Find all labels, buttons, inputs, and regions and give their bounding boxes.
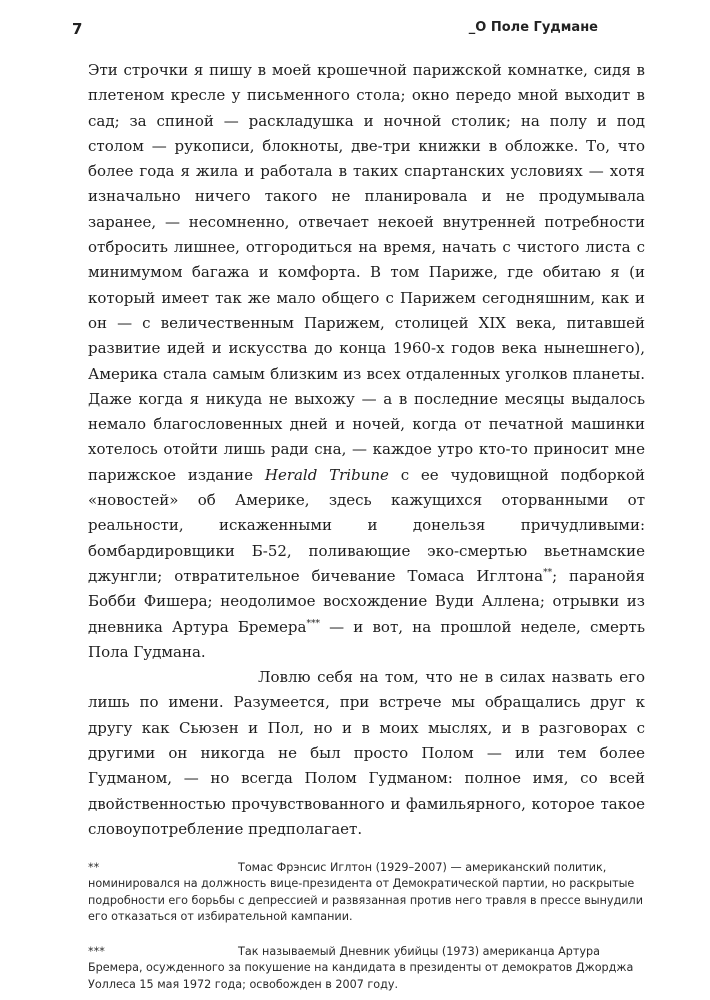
- paragraph-1: [88, 58, 645, 665]
- footnote-eagleton: [88, 860, 645, 926]
- page-number: 7: [72, 20, 83, 38]
- footnote-text: Томас Фрэнсис Иглтон (1929–2007) — американский политик, номинировался на должность вице-президента от Демократической партии, но раскрытые подробности его борьбы с депрессией и развязанная против него травля в прессе вынудили его отказаться от избирательной кампании.: [88, 861, 643, 924]
- footnote-mark: ***: [88, 945, 105, 958]
- paragraph-2: Ловлю себя на том, что не в силах назвать его лишь по имени. Разумеется, при встрече мы обращались друг к другу как Сьюзен и Пол, но и в моих мыслях, и в разговорах с другими он никогда не был просто Полом — или тем более Гудманом, — но всегда Полом Гудманом: полное имя, со всей двойственностью прочувствованного и фамильярного, которое такое словоупотребление предполагает.: [88, 668, 645, 838]
- paragraph-1-part-c: ; паранойя Бобби Фишера; неодолимое восхождение Вуди Аллена; отрывки из дневника Артура Бремера: [88, 566, 645, 636]
- newspaper-title: Herald Tribune: [264, 465, 389, 484]
- paragraph-1-part-d: — и вот, на прошлой неделе, смерть Пола Гудмана.: [88, 617, 645, 661]
- main-text: [88, 58, 645, 842]
- footnote-mark: **: [88, 861, 100, 874]
- paragraph-1-part-b: с ее чудовищной подборкой «новостей» об Америке, здесь кажущихся оторванными от реальности, искаженными и донельзя причудливыми: бомбардировщики Б-52, поливающие эко-смертью вьетнамские джунгли; отвратительное бичевание Томаса Иглтона: [88, 465, 646, 585]
- running-title: _О Поле Гудмане: [468, 20, 598, 35]
- footnote-bremer: [88, 944, 645, 993]
- footnote-ref-eagleton[interactable]: **: [543, 567, 553, 578]
- footnote-text: Так называемый Дневник убийцы (1973) американца Артура Бремера, осужденного за покушение на кандидата в президенты от демократов Джорджа Уоллеса 15 мая 1972 года; освобожден в 2007 году.: [88, 945, 634, 991]
- footnote-ref-bremer[interactable]: ***: [306, 618, 320, 629]
- paragraph-1-part-a: Эти строчки я пишу в моей крошечной парижской комнатке, сидя в плетеном кресле у письменного стола; окно передо мной выходит в сад; за спиной — раскладушка и ночной столик; на полу и под столом — рукописи, блокноты, две-три книжки в обложке. То, что более года я жила и работала в таких спартанских условиях — хотя изначально ничего такого не планировала и не продумывала заранее, — несомненно, отвечает некоей внутренней потребности отбросить лишнее, отгородиться на время, начать с чистого листа с минимумом багажа и комфорта. В том Париже, где обитаю я (и который имеет так же мало общего с Парижем сегодняшним, как и он — с величественным Парижем, столицей XIX века, питавшей развитие идей и искусства до конца 1960-х годов века нынешнего), Америка стала самым близким из всех отдаленных уголков планеты. Даже когда я никуда не выхожу — а в последние месяцы выдалось немало благословенных дней и ночей, когда от печатной машинки хотелось отойти лишь ради сна, — каждое утро кто-то приносит мне парижское издание: [88, 61, 645, 484]
